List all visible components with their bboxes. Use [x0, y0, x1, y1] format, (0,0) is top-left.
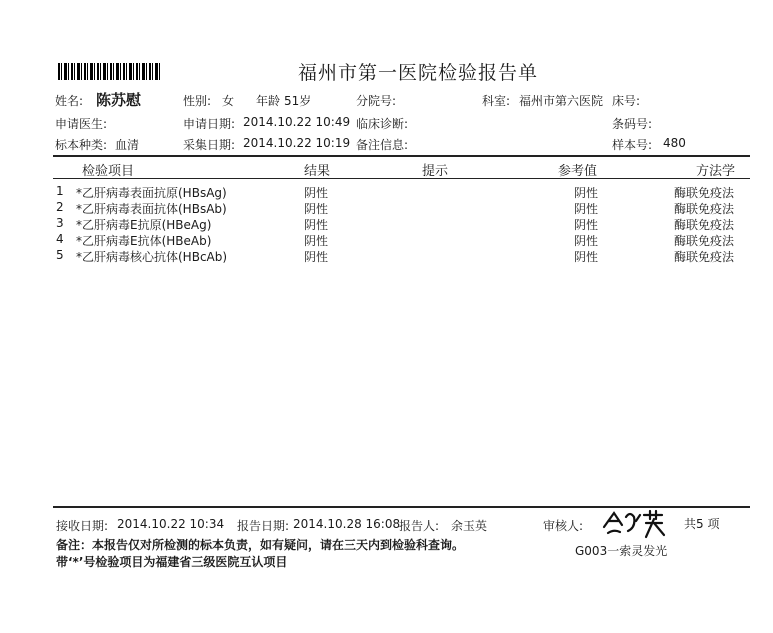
reporter-label: 报告人:	[399, 519, 440, 533]
row-result: 阴性	[304, 218, 329, 232]
col-header-method: 方法学	[696, 164, 736, 179]
col-header-result: 结果	[304, 164, 331, 179]
barcode-label: 条码号:	[612, 117, 653, 131]
row-item: *乙肝病毒E抗原(HBeAg)	[76, 218, 212, 232]
header-top-rule	[53, 155, 750, 157]
row-method: 酶联免疫法	[674, 218, 735, 232]
row-result: 阴性	[304, 250, 329, 264]
footer-note-1: 备注：本报告仅对所检测的标本负责，如有疑问，请在三天内到检验科查询。	[56, 538, 465, 552]
row-item: *乙肝病毒表面抗原(HBsAg)	[76, 186, 227, 200]
row-item: *乙肝病毒表面抗体(HBsAb)	[76, 202, 227, 216]
barcode-image	[58, 63, 162, 80]
col-header-hint: 提示	[422, 164, 449, 179]
row-method: 酶联免疫法	[674, 186, 735, 200]
row-reference: 阴性	[574, 218, 599, 232]
total-items: 共5 项	[684, 517, 720, 531]
footer-note-2: 带‘*’号检验项目为福建省三级医院互认项目	[56, 555, 288, 569]
reviewer-signature-image	[600, 505, 666, 539]
sample-no-value: 480	[663, 136, 686, 150]
sample-no-label: 样本号:	[612, 138, 653, 152]
header-bottom-rule	[53, 178, 750, 179]
row-reference: 阴性	[574, 250, 599, 264]
patient-name: 陈苏慰	[96, 91, 142, 109]
row-method: 酶联免疫法	[674, 250, 735, 264]
remarks-label: 备注信息:	[356, 138, 409, 152]
age-value: 51岁	[284, 94, 312, 108]
row-index: 4	[56, 232, 64, 246]
sample-type-value: 血清	[115, 138, 140, 152]
report-date-value: 2014.10.28 16:08	[293, 517, 401, 531]
row-result: 阴性	[304, 234, 329, 248]
row-index: 1	[56, 184, 64, 198]
col-header-item: 检验项目	[82, 164, 135, 179]
row-reference: 阴性	[574, 202, 599, 216]
request-date-value: 2014.10.22 10:49	[243, 115, 351, 129]
col-header-reference: 参考值	[558, 164, 598, 179]
reviewer-label: 审核人:	[543, 519, 584, 533]
collect-date-value: 2014.10.22 10:19	[243, 136, 351, 150]
row-result: 阴性	[304, 186, 329, 200]
row-result: 阴性	[304, 202, 329, 216]
request-date-label: 申请日期:	[183, 117, 236, 131]
gender-label: 性别:	[183, 94, 212, 108]
row-item: *乙肝病毒核心抗体(HBcAb)	[76, 250, 228, 264]
row-index: 5	[56, 248, 64, 262]
row-item: *乙肝病毒E抗体(HBeAb)	[76, 234, 212, 248]
sample-type-label: 标本种类:	[55, 138, 108, 152]
dept-label: 科室:	[482, 94, 511, 108]
report-date-label: 报告日期:	[237, 519, 290, 533]
row-index: 2	[56, 200, 64, 214]
row-method: 酶联免疫法	[674, 234, 735, 248]
reporter-value: 余玉英	[451, 519, 488, 533]
row-method: 酶联免疫法	[674, 202, 735, 216]
row-reference: 阴性	[574, 186, 599, 200]
dept-value: 福州市第六医院	[519, 94, 604, 108]
doctor-label: 申请医生:	[55, 117, 108, 131]
age-label: 年龄	[256, 94, 281, 108]
gender-value: 女	[222, 94, 235, 108]
row-reference: 阴性	[574, 234, 599, 248]
name-label: 姓名:	[55, 94, 84, 108]
row-index: 3	[56, 216, 64, 230]
reviewer-code: G003一索灵发光	[575, 544, 668, 558]
receive-date-value: 2014.10.22 10:34	[117, 517, 225, 531]
branch-label: 分院号:	[356, 94, 397, 108]
receive-date-label: 接收日期:	[56, 519, 109, 533]
report-title: 福州市第一医院检验报告单	[298, 62, 539, 84]
diagnosis-label: 临床诊断:	[356, 117, 409, 131]
bed-label: 床号:	[612, 94, 641, 108]
collect-date-label: 采集日期:	[183, 138, 236, 152]
